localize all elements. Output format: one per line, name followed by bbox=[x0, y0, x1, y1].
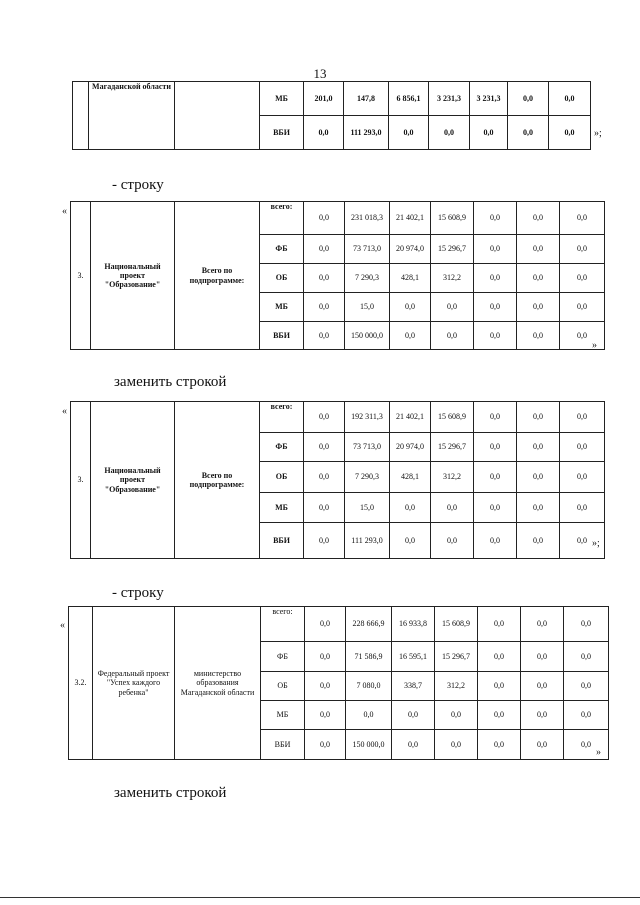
value-cell: 20 974,0 bbox=[390, 235, 431, 264]
value-cell: 312,2 bbox=[431, 264, 474, 293]
value-cell: 111 293,0 bbox=[344, 116, 389, 150]
funding-type-cell: ВБИ bbox=[261, 730, 305, 760]
value-cell: 0,0 bbox=[390, 322, 431, 350]
value-cell: 15,0 bbox=[345, 293, 390, 322]
value-cell: 0,0 bbox=[474, 322, 517, 350]
value-cell: 6 856,1 bbox=[389, 82, 429, 116]
value-cell: 0,0 bbox=[478, 701, 521, 730]
region-label: Магаданской области bbox=[89, 82, 175, 150]
funding-type-cell: ФБ bbox=[260, 235, 304, 264]
value-cell: 7 290,3 bbox=[345, 264, 390, 293]
value-cell: 338,7 bbox=[392, 672, 435, 701]
value-cell: 16 933,8 bbox=[392, 607, 435, 642]
value-cell: 0,0 bbox=[560, 493, 605, 523]
value-cell: 0,0 bbox=[560, 264, 605, 293]
value-cell: 0,0 bbox=[564, 730, 609, 760]
value-cell: 0,0 bbox=[560, 462, 605, 493]
value-cell: 0,0 bbox=[474, 293, 517, 322]
value-cell: 0,0 bbox=[304, 523, 345, 559]
value-cell: 0,0 bbox=[474, 202, 517, 235]
value-cell: 0,0 bbox=[517, 322, 560, 350]
funding-type-cell: ФБ bbox=[260, 433, 304, 462]
value-cell: 0,0 bbox=[521, 672, 564, 701]
row-number: 3. bbox=[71, 402, 91, 559]
value-cell: 0,0 bbox=[470, 116, 508, 150]
value-cell: 0,0 bbox=[517, 402, 560, 433]
close-quote: »; bbox=[592, 538, 600, 549]
open-quote: « bbox=[62, 206, 67, 217]
value-cell: 428,1 bbox=[390, 264, 431, 293]
value-cell: 0,0 bbox=[304, 402, 345, 433]
funding-type-cell: МБ bbox=[260, 493, 304, 523]
executor-name: Всего по подпрограмме: bbox=[175, 402, 260, 559]
value-cell: 0,0 bbox=[431, 523, 474, 559]
value-cell: 15,0 bbox=[345, 493, 390, 523]
funding-type-cell: ВБИ bbox=[260, 116, 304, 150]
value-cell: 0,0 bbox=[521, 607, 564, 642]
page-bottom-edge bbox=[0, 897, 640, 898]
value-cell: 15 296,7 bbox=[435, 642, 478, 672]
value-cell: 0,0 bbox=[560, 402, 605, 433]
funding-type-cell: МБ bbox=[260, 293, 304, 322]
value-cell: 0,0 bbox=[474, 462, 517, 493]
value-cell: 0,0 bbox=[564, 701, 609, 730]
funding-type-cell: ОБ bbox=[260, 462, 304, 493]
value-cell: 0,0 bbox=[564, 672, 609, 701]
value-cell: 0,0 bbox=[517, 523, 560, 559]
value-cell: 231 018,3 bbox=[345, 202, 390, 235]
value-cell: 312,2 bbox=[431, 462, 474, 493]
page-number: 13 bbox=[313, 66, 327, 81]
value-cell: 0,0 bbox=[429, 116, 470, 150]
heading-replace-with: заменить строкой bbox=[114, 374, 227, 390]
row-number: 3. bbox=[71, 202, 91, 350]
row-number: 3.2. bbox=[69, 607, 93, 760]
num-cell bbox=[73, 82, 89, 150]
executor-name: Всего по подпрограмме: bbox=[175, 202, 260, 350]
value-cell: 0,0 bbox=[560, 293, 605, 322]
executor-cell bbox=[175, 82, 260, 150]
value-cell: 0,0 bbox=[517, 433, 560, 462]
value-cell: 0,0 bbox=[304, 235, 345, 264]
value-cell: 147,8 bbox=[344, 82, 389, 116]
value-cell: 0,0 bbox=[560, 433, 605, 462]
old-row-table-federal-project bbox=[68, 606, 609, 760]
value-cell: 0,0 bbox=[474, 523, 517, 559]
value-cell: 0,0 bbox=[521, 642, 564, 672]
value-cell: 0,0 bbox=[474, 433, 517, 462]
value-cell: 0,0 bbox=[305, 672, 346, 701]
open-quote: « bbox=[60, 620, 65, 631]
value-cell: 192 311,3 bbox=[345, 402, 390, 433]
value-cell: 0,0 bbox=[304, 202, 345, 235]
value-cell: 0,0 bbox=[389, 116, 429, 150]
close-quote: »; bbox=[594, 128, 602, 139]
value-cell: 0,0 bbox=[435, 730, 478, 760]
value-cell: 15 296,7 bbox=[431, 433, 474, 462]
value-cell: 312,2 bbox=[435, 672, 478, 701]
funding-type-cell: всего: bbox=[260, 402, 304, 433]
value-cell: 111 293,0 bbox=[345, 523, 390, 559]
heading-replace-row: - строку bbox=[112, 177, 164, 193]
close-quote: » bbox=[592, 340, 597, 351]
value-cell: 0,0 bbox=[478, 730, 521, 760]
value-cell: 0,0 bbox=[305, 701, 346, 730]
value-cell: 15 608,9 bbox=[431, 402, 474, 433]
value-cell: 0,0 bbox=[346, 701, 392, 730]
funding-type-cell: ОБ bbox=[261, 672, 305, 701]
heading-replace-with: заменить строкой bbox=[114, 785, 227, 801]
value-cell: 428,1 bbox=[390, 462, 431, 493]
value-cell: 0,0 bbox=[517, 493, 560, 523]
value-cell: 0,0 bbox=[564, 607, 609, 642]
funding-type-cell: ВБИ bbox=[260, 523, 304, 559]
value-cell: 0,0 bbox=[560, 202, 605, 235]
old-row-table-national-project bbox=[70, 201, 605, 350]
value-cell: 71 586,9 bbox=[346, 642, 392, 672]
value-cell: 0,0 bbox=[478, 672, 521, 701]
value-cell: 0,0 bbox=[431, 493, 474, 523]
project-name: Федеральный проект "Успех каждого ребенка" bbox=[93, 607, 175, 760]
value-cell: 20 974,0 bbox=[390, 433, 431, 462]
value-cell: 15 608,9 bbox=[435, 607, 478, 642]
funding-type-cell: МБ bbox=[261, 701, 305, 730]
funding-type-cell: МБ bbox=[260, 82, 304, 116]
value-cell: 0,0 bbox=[390, 523, 431, 559]
value-cell: 0,0 bbox=[560, 523, 605, 559]
value-cell: 0,0 bbox=[431, 322, 474, 350]
value-cell: 0,0 bbox=[304, 322, 345, 350]
header-fragment-table bbox=[72, 81, 591, 150]
value-cell: 0,0 bbox=[474, 264, 517, 293]
value-cell: 0,0 bbox=[474, 402, 517, 433]
value-cell: 21 402,1 bbox=[390, 202, 431, 235]
value-cell: 0,0 bbox=[549, 82, 591, 116]
funding-type-cell: ОБ bbox=[260, 264, 304, 293]
value-cell: 0,0 bbox=[392, 701, 435, 730]
project-name: Национальный проект "Образование" bbox=[91, 202, 175, 350]
value-cell: 0,0 bbox=[390, 493, 431, 523]
value-cell: 0,0 bbox=[305, 642, 346, 672]
value-cell: 15 296,7 bbox=[431, 235, 474, 264]
value-cell: 73 713,0 bbox=[345, 433, 390, 462]
value-cell: 73 713,0 bbox=[345, 235, 390, 264]
value-cell: 3 231,3 bbox=[429, 82, 470, 116]
funding-type-cell: ФБ bbox=[261, 642, 305, 672]
value-cell: 0,0 bbox=[304, 293, 345, 322]
funding-type-cell: всего: bbox=[260, 202, 304, 235]
value-cell: 0,0 bbox=[392, 730, 435, 760]
value-cell: 0,0 bbox=[478, 607, 521, 642]
value-cell: 0,0 bbox=[304, 493, 345, 523]
value-cell: 3 231,3 bbox=[470, 82, 508, 116]
value-cell: 0,0 bbox=[517, 462, 560, 493]
value-cell: 150 000,0 bbox=[346, 730, 392, 760]
value-cell: 0,0 bbox=[478, 642, 521, 672]
value-cell: 0,0 bbox=[508, 82, 549, 116]
heading-replace-row: - строку bbox=[112, 585, 164, 601]
funding-type-cell: ВБИ bbox=[260, 322, 304, 350]
value-cell: 150 000,0 bbox=[345, 322, 390, 350]
value-cell: 7 290,3 bbox=[345, 462, 390, 493]
value-cell: 0,0 bbox=[390, 293, 431, 322]
value-cell: 0,0 bbox=[517, 235, 560, 264]
value-cell: 0,0 bbox=[435, 701, 478, 730]
value-cell: 0,0 bbox=[474, 493, 517, 523]
value-cell: 0,0 bbox=[560, 322, 605, 350]
value-cell: 7 080,0 bbox=[346, 672, 392, 701]
value-cell: 0,0 bbox=[517, 293, 560, 322]
executor-name: министерство образования Магаданской области bbox=[175, 607, 261, 760]
project-name: Национальный проект "Образование" bbox=[91, 402, 175, 559]
value-cell: 0,0 bbox=[305, 607, 346, 642]
value-cell: 0,0 bbox=[517, 202, 560, 235]
value-cell: 15 608,9 bbox=[431, 202, 474, 235]
value-cell: 0,0 bbox=[474, 235, 517, 264]
value-cell: 0,0 bbox=[517, 264, 560, 293]
value-cell: 0,0 bbox=[305, 730, 346, 760]
value-cell: 201,0 bbox=[304, 82, 344, 116]
value-cell: 0,0 bbox=[521, 730, 564, 760]
value-cell: 0,0 bbox=[564, 642, 609, 672]
value-cell: 0,0 bbox=[304, 462, 345, 493]
value-cell: 0,0 bbox=[508, 116, 549, 150]
value-cell: 0,0 bbox=[521, 701, 564, 730]
value-cell: 0,0 bbox=[560, 235, 605, 264]
value-cell: 21 402,1 bbox=[390, 402, 431, 433]
value-cell: 0,0 bbox=[304, 116, 344, 150]
open-quote: « bbox=[62, 406, 67, 417]
value-cell: 16 595,1 bbox=[392, 642, 435, 672]
value-cell: 0,0 bbox=[304, 433, 345, 462]
value-cell: 0,0 bbox=[549, 116, 591, 150]
value-cell: 0,0 bbox=[431, 293, 474, 322]
value-cell: 0,0 bbox=[304, 264, 345, 293]
funding-type-cell: всего: bbox=[261, 607, 305, 642]
close-quote: » bbox=[596, 747, 601, 758]
new-row-table-national-project bbox=[70, 401, 605, 559]
value-cell: 228 666,9 bbox=[346, 607, 392, 642]
